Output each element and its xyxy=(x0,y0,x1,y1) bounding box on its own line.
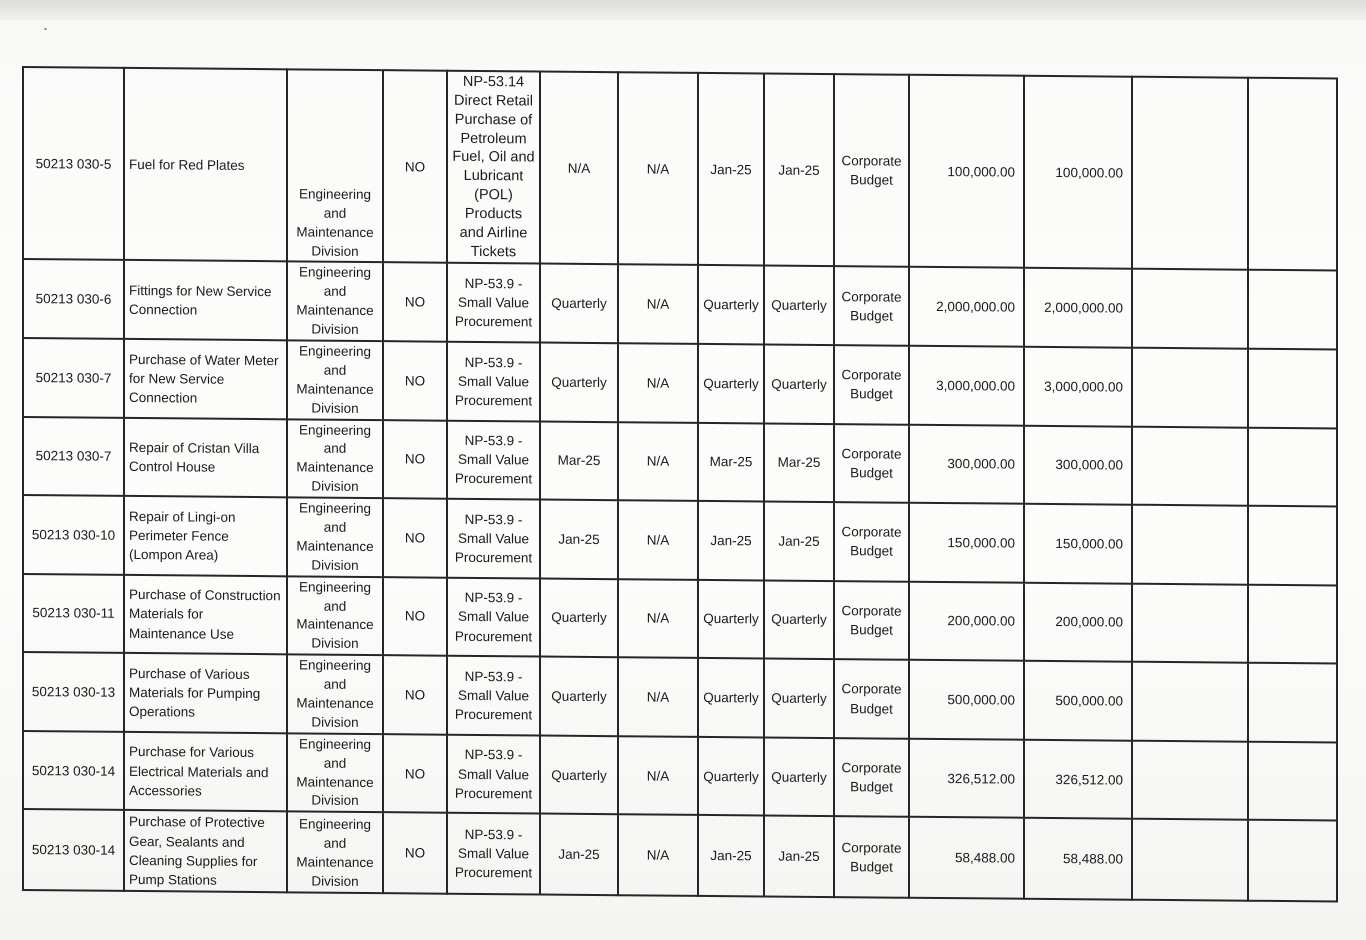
end-user-cell: Engineering and Maintenance Division xyxy=(287,419,383,498)
pap-code-cell: 50213 030-5 xyxy=(23,67,124,260)
procurement-mode-cell: NP-53.9 - Small Value Procurement xyxy=(447,813,540,894)
estimated-budget-mooe-cell: 326,512.00 xyxy=(1024,740,1132,820)
procurement-mode-cell: NP-53.9 - Small Value Procurement xyxy=(447,735,540,814)
description-cell: Purchase of Construction Materials for Maintenance Use xyxy=(124,575,287,655)
pap-code-cell: 50213 030-7 xyxy=(23,417,124,496)
source-of-funds-cell: Corporate Budget xyxy=(834,424,909,503)
advertisement-cell: Mar-25 xyxy=(540,421,618,500)
early-procurement-cell: NO xyxy=(383,734,447,813)
pap-code-cell: 50213 030-10 xyxy=(23,495,124,574)
remarks-cell xyxy=(1248,349,1337,428)
co-cell xyxy=(1132,583,1248,663)
bids-cell: N/A xyxy=(618,579,698,658)
early-procurement-cell: NO xyxy=(383,577,447,656)
notice-of-award-cell: Mar-25 xyxy=(698,422,764,501)
advertisement-cell: Quarterly xyxy=(540,264,618,343)
end-user-cell: Engineering and Maintenance Division xyxy=(287,262,383,341)
end-user-cell: Engineering and Maintenance Division xyxy=(287,655,383,734)
co-cell xyxy=(1132,269,1248,349)
table-row xyxy=(23,417,1337,507)
description-cell: Fuel for Red Plates xyxy=(124,68,287,262)
co-cell xyxy=(1132,505,1248,585)
estimated-budget-total-cell: 300,000.00 xyxy=(909,424,1024,504)
contract-signing-cell: Quarterly xyxy=(764,580,834,659)
notice-of-award-cell: Jan-25 xyxy=(698,815,764,896)
estimated-budget-mooe-cell: 100,000.00 xyxy=(1024,76,1132,269)
estimated-budget-total-cell: 58,488.00 xyxy=(909,817,1024,899)
end-user-cell: Engineering and Maintenance Division xyxy=(287,69,383,262)
estimated-budget-total-cell: 326,512.00 xyxy=(909,739,1024,819)
advertisement-cell: Quarterly xyxy=(540,657,618,736)
early-procurement-cell: NO xyxy=(383,70,447,263)
source-of-funds-cell: Corporate Budget xyxy=(834,345,909,424)
end-user-cell: Engineering and Maintenance Division xyxy=(287,340,383,419)
table-row xyxy=(23,338,1337,428)
contract-signing-cell: Mar-25 xyxy=(764,423,834,502)
remarks-cell xyxy=(1248,506,1337,585)
estimated-budget-mooe-cell: 200,000.00 xyxy=(1024,582,1132,662)
pap-code-cell: 50213 030-6 xyxy=(23,259,124,338)
estimated-budget-total-cell: 100,000.00 xyxy=(909,75,1024,268)
notice-of-award-cell: Quarterly xyxy=(698,658,764,737)
table-row xyxy=(23,809,1337,901)
notice-of-award-cell: Jan-25 xyxy=(698,73,764,266)
end-user-cell: Engineering and Maintenance Division xyxy=(287,812,383,893)
source-of-funds-cell: Corporate Budget xyxy=(834,659,909,738)
estimated-budget-mooe-cell: 3,000,000.00 xyxy=(1024,347,1132,427)
advertisement-cell: Jan-25 xyxy=(540,814,618,895)
bids-cell: N/A xyxy=(618,343,698,422)
co-cell xyxy=(1132,819,1248,901)
end-user-cell: Engineering and Maintenance Division xyxy=(287,497,383,576)
notice-of-award-cell: Quarterly xyxy=(698,344,764,423)
contract-signing-cell: Jan-25 xyxy=(764,502,834,581)
early-procurement-cell: NO xyxy=(383,498,447,577)
bids-cell: N/A xyxy=(618,72,698,265)
table-row xyxy=(23,574,1337,664)
description-cell: Purchase of Various Materials for Pumping Operations xyxy=(124,653,287,733)
estimated-budget-mooe-cell: 300,000.00 xyxy=(1024,425,1132,505)
early-procurement-cell: NO xyxy=(383,655,447,734)
estimated-budget-total-cell: 3,000,000.00 xyxy=(909,346,1024,426)
pap-code-cell: 50213 030-14 xyxy=(23,809,124,891)
description-cell: Repair of Lingi-on Perimeter Fence (Lompon Area) xyxy=(124,496,287,576)
estimated-budget-total-cell: 150,000.00 xyxy=(909,503,1024,583)
pap-code-cell: 50213 030-14 xyxy=(23,731,124,810)
table-row xyxy=(23,731,1337,821)
early-procurement-cell: NO xyxy=(383,420,447,499)
co-cell xyxy=(1132,348,1248,428)
contract-signing-cell: Quarterly xyxy=(764,737,834,816)
pap-code-cell: 50213 030-11 xyxy=(23,574,124,653)
notice-of-award-cell: Jan-25 xyxy=(698,501,764,580)
estimated-budget-mooe-cell: 2,000,000.00 xyxy=(1024,268,1132,348)
advertisement-cell: N/A xyxy=(540,72,618,265)
co-cell xyxy=(1132,740,1248,820)
notice-of-award-cell: Quarterly xyxy=(698,737,764,816)
bids-cell: N/A xyxy=(618,422,698,501)
pap-code-cell: 50213 030-7 xyxy=(23,338,124,417)
remarks-cell xyxy=(1248,663,1337,742)
procurement-mode-cell: NP-53.9 - Small Value Procurement xyxy=(447,263,540,342)
bids-cell: N/A xyxy=(618,657,698,736)
procurement-mode-cell: NP-53.9 - Small Value Procurement xyxy=(447,499,540,578)
remarks-cell xyxy=(1248,584,1337,663)
table-row xyxy=(23,495,1337,585)
source-of-funds-cell: Corporate Budget xyxy=(834,267,909,346)
remarks-cell xyxy=(1248,270,1337,349)
advertisement-cell: Quarterly xyxy=(540,578,618,657)
source-of-funds-cell: Corporate Budget xyxy=(834,502,909,581)
description-cell: Repair of Cristan Villa Control House xyxy=(124,417,287,497)
remarks-cell xyxy=(1248,78,1337,271)
estimated-budget-mooe-cell: 500,000.00 xyxy=(1024,661,1132,741)
contract-signing-cell: Quarterly xyxy=(764,266,834,345)
contract-signing-cell: Quarterly xyxy=(764,659,834,738)
description-cell: Purchase of Protective Gear, Sealants and Cleaning Supplies for Pump Stations xyxy=(124,810,287,892)
early-procurement-cell: NO xyxy=(383,341,447,420)
procurement-mode-cell: NP-53.9 - Small Value Procurement xyxy=(447,656,540,735)
remarks-cell xyxy=(1248,742,1337,821)
contract-signing-cell: Quarterly xyxy=(764,344,834,423)
source-of-funds-cell: Corporate Budget xyxy=(834,74,909,267)
end-user-cell: Engineering and Maintenance Division xyxy=(287,576,383,655)
procurement-mode-cell: NP-53.9 - Small Value Procurement xyxy=(447,577,540,656)
paper-top-edge xyxy=(0,0,1366,20)
procurement-plan-table xyxy=(22,66,1338,902)
contract-signing-cell: Jan-25 xyxy=(764,816,834,897)
procurement-mode-cell: NP-53.9 - Small Value Procurement xyxy=(447,342,540,421)
procurement-mode-cell: NP-53.14 Direct Retail Purchase of Petroleum Fuel, Oil and Lubricant (POL) Products and Airline Tickets xyxy=(447,71,540,264)
contract-signing-cell: Jan-25 xyxy=(764,73,834,266)
early-procurement-cell: NO xyxy=(383,263,447,342)
source-of-funds-cell: Corporate Budget xyxy=(834,738,909,817)
advertisement-cell: Jan-25 xyxy=(540,500,618,579)
description-cell: Fittings for New Service Connection xyxy=(124,260,287,340)
procurement-mode-cell: NP-53.9 - Small Value Procurement xyxy=(447,420,540,499)
description-cell: Purchase for Various Electrical Materials and Accessories xyxy=(124,732,287,812)
source-of-funds-cell: Corporate Budget xyxy=(834,816,909,897)
notice-of-award-cell: Quarterly xyxy=(698,265,764,344)
table-row xyxy=(23,652,1337,742)
advertisement-cell: Quarterly xyxy=(540,735,618,814)
early-procurement-cell: NO xyxy=(383,813,447,894)
advertisement-cell: Quarterly xyxy=(540,343,618,422)
source-of-funds-cell: Corporate Budget xyxy=(834,581,909,660)
estimated-budget-mooe-cell: 150,000.00 xyxy=(1024,504,1132,584)
pap-code-cell: 50213 030-13 xyxy=(23,652,124,731)
bids-cell: N/A xyxy=(618,736,698,815)
co-cell xyxy=(1132,662,1248,742)
bids-cell: N/A xyxy=(618,500,698,579)
estimated-budget-total-cell: 2,000,000.00 xyxy=(909,267,1024,347)
remarks-cell xyxy=(1248,820,1337,901)
estimated-budget-total-cell: 200,000.00 xyxy=(909,581,1024,661)
co-cell xyxy=(1132,426,1248,506)
table-row xyxy=(23,259,1337,349)
estimated-budget-total-cell: 500,000.00 xyxy=(909,660,1024,740)
estimated-budget-mooe-cell: 58,488.00 xyxy=(1024,818,1132,900)
description-cell: Purchase of Water Meter for New Service Connection xyxy=(124,339,287,419)
bids-cell: N/A xyxy=(618,815,698,896)
bids-cell: N/A xyxy=(618,265,698,344)
table-row xyxy=(23,67,1337,271)
end-user-cell: Engineering and Maintenance Division xyxy=(287,733,383,812)
paper-speck xyxy=(44,28,47,30)
co-cell xyxy=(1132,77,1248,270)
remarks-cell xyxy=(1248,427,1337,506)
notice-of-award-cell: Quarterly xyxy=(698,580,764,659)
